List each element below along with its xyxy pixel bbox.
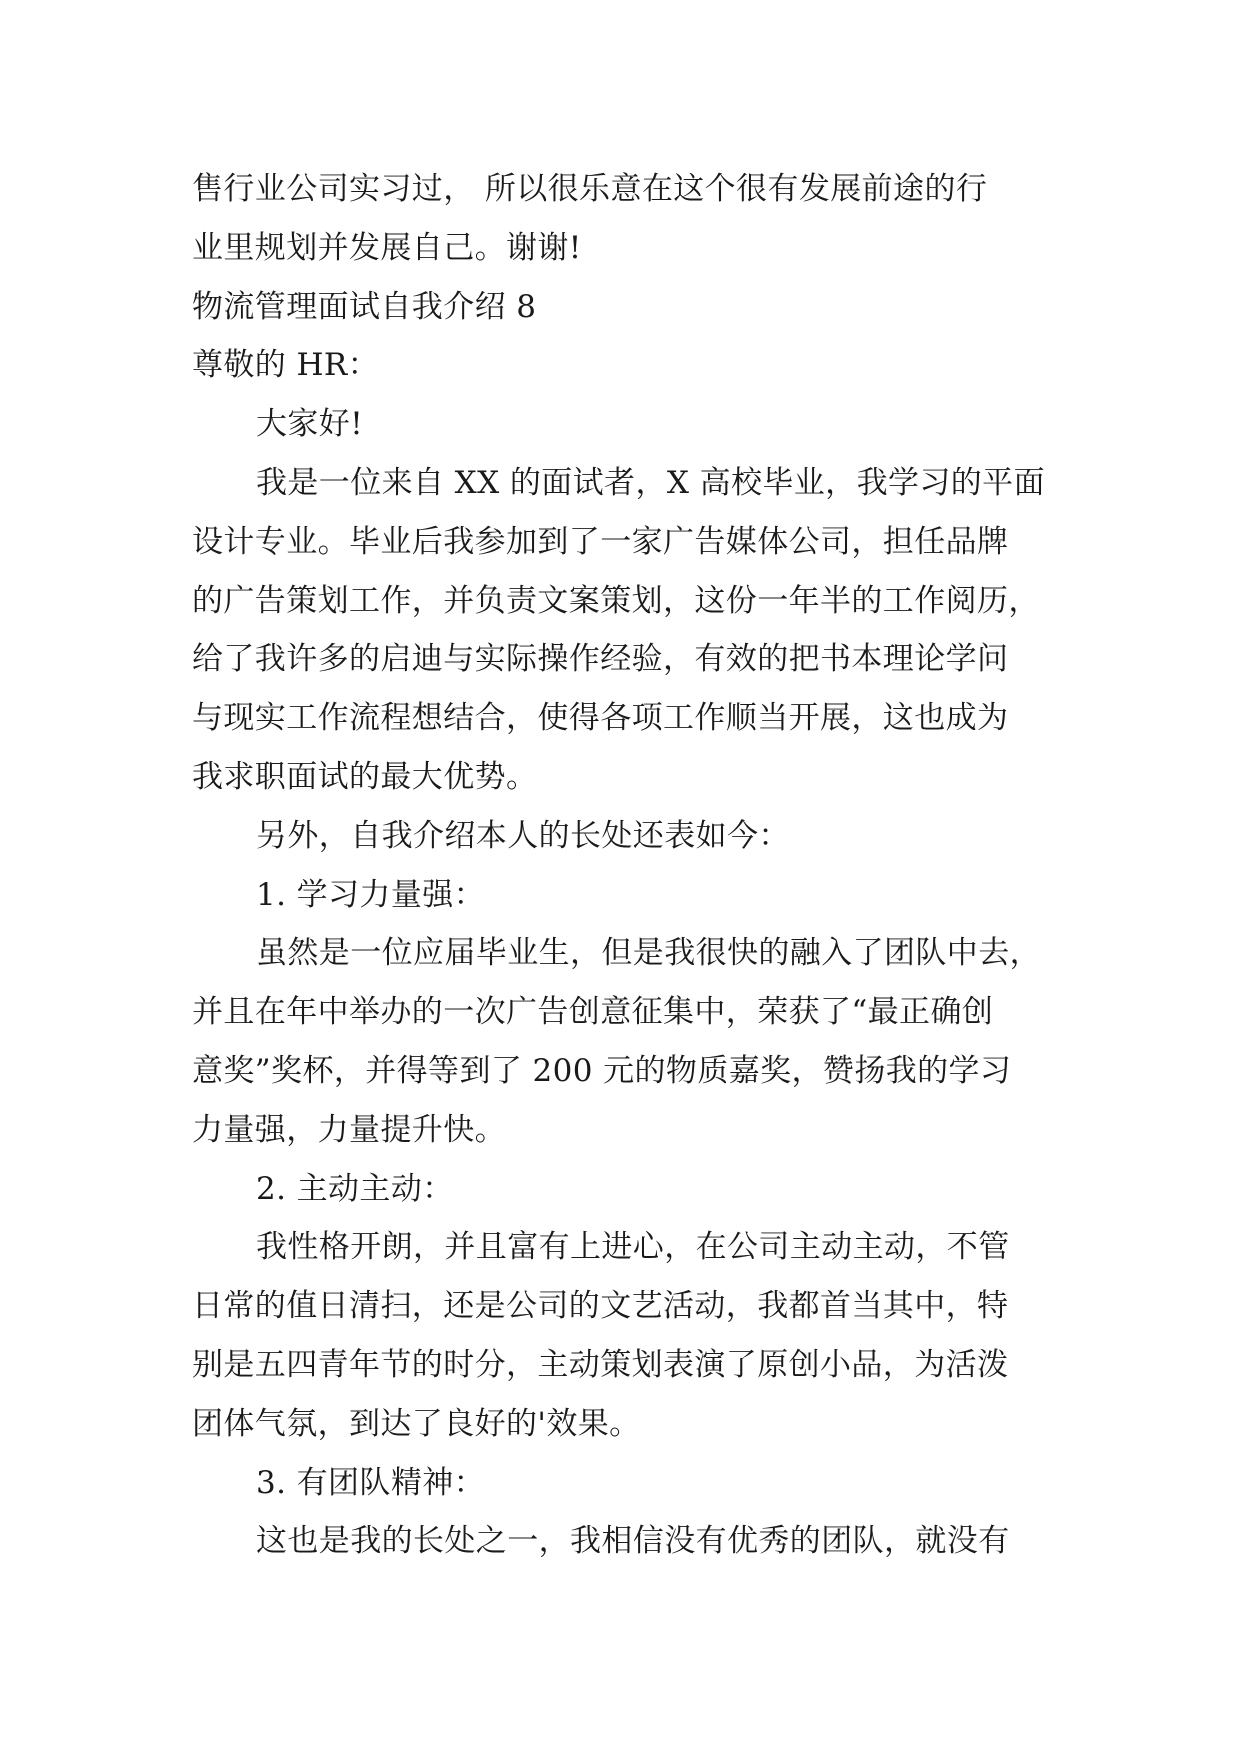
text-line: 并且在年中举办的一次广告创意征集中，荣获了“最正确创 — [192, 994, 994, 1031]
text-line: 物流管理面试自我介绍 8 — [192, 288, 537, 325]
text-line: 别是五四青年节的时分，主动策划表演了原创小品，为活泼 — [192, 1346, 1009, 1383]
text-line: 力量强，力量提升快。 — [192, 1111, 506, 1148]
text-line: 1. 学习力量强： — [256, 876, 486, 913]
document-body — [192, 160, 1052, 1571]
text-line: 这也是我的长处之一，我相信没有优秀的团队，就没有 — [256, 1523, 1010, 1560]
text-line: 2. 主动主动： — [256, 1170, 454, 1207]
text-line: 的广告策划工作，并负责文案策划，这份一年半的工作阅历， — [192, 582, 1040, 619]
text-line: 日常的值日清扫，还是公司的文艺活动，我都首当其中，特 — [192, 1288, 1009, 1325]
text-line: 意奖”奖杯，并得等到了 200 元的物质嘉奖，赞扬我的学习 — [192, 1052, 1012, 1089]
text-line: 我是一位来自 XX 的面试者，X 高校毕业，我学习的平面 — [256, 464, 1045, 501]
text-line: 尊敬的 HR： — [192, 347, 380, 384]
text-line: 给了我许多的启迪与实际操作经验，有效的把书本理论学问 — [192, 641, 1009, 678]
text-line: 大家好! — [256, 406, 364, 443]
text-line: 另外，自我介绍本人的长处还表如今： — [256, 817, 790, 854]
text-line: 虽然是一位应届毕业生，但是我很快的融入了团队中去， — [256, 935, 1041, 972]
text-line: 设计专业。毕业后我参加到了一家广告媒体公司，担任品牌 — [192, 523, 1009, 560]
text-line: 我求职面试的最大优势。 — [192, 758, 538, 795]
text-line: 售行业公司实习过， 所以很乐意在这个很有发展前途的行 — [192, 171, 988, 207]
text-line: 与现实工作流程想结合，使得各项工作顺当开展，这也成为 — [192, 700, 1009, 737]
text-line: 我性格开朗，并且富有上进心，在公司主动主动，不管 — [256, 1229, 1010, 1266]
text-line: 团体气氛，到达了良好的'效果。 — [192, 1405, 641, 1442]
text-line: 3. 有团队精神： — [256, 1464, 486, 1501]
text-line: 业里规划并发展自己。谢谢! — [192, 229, 582, 266]
